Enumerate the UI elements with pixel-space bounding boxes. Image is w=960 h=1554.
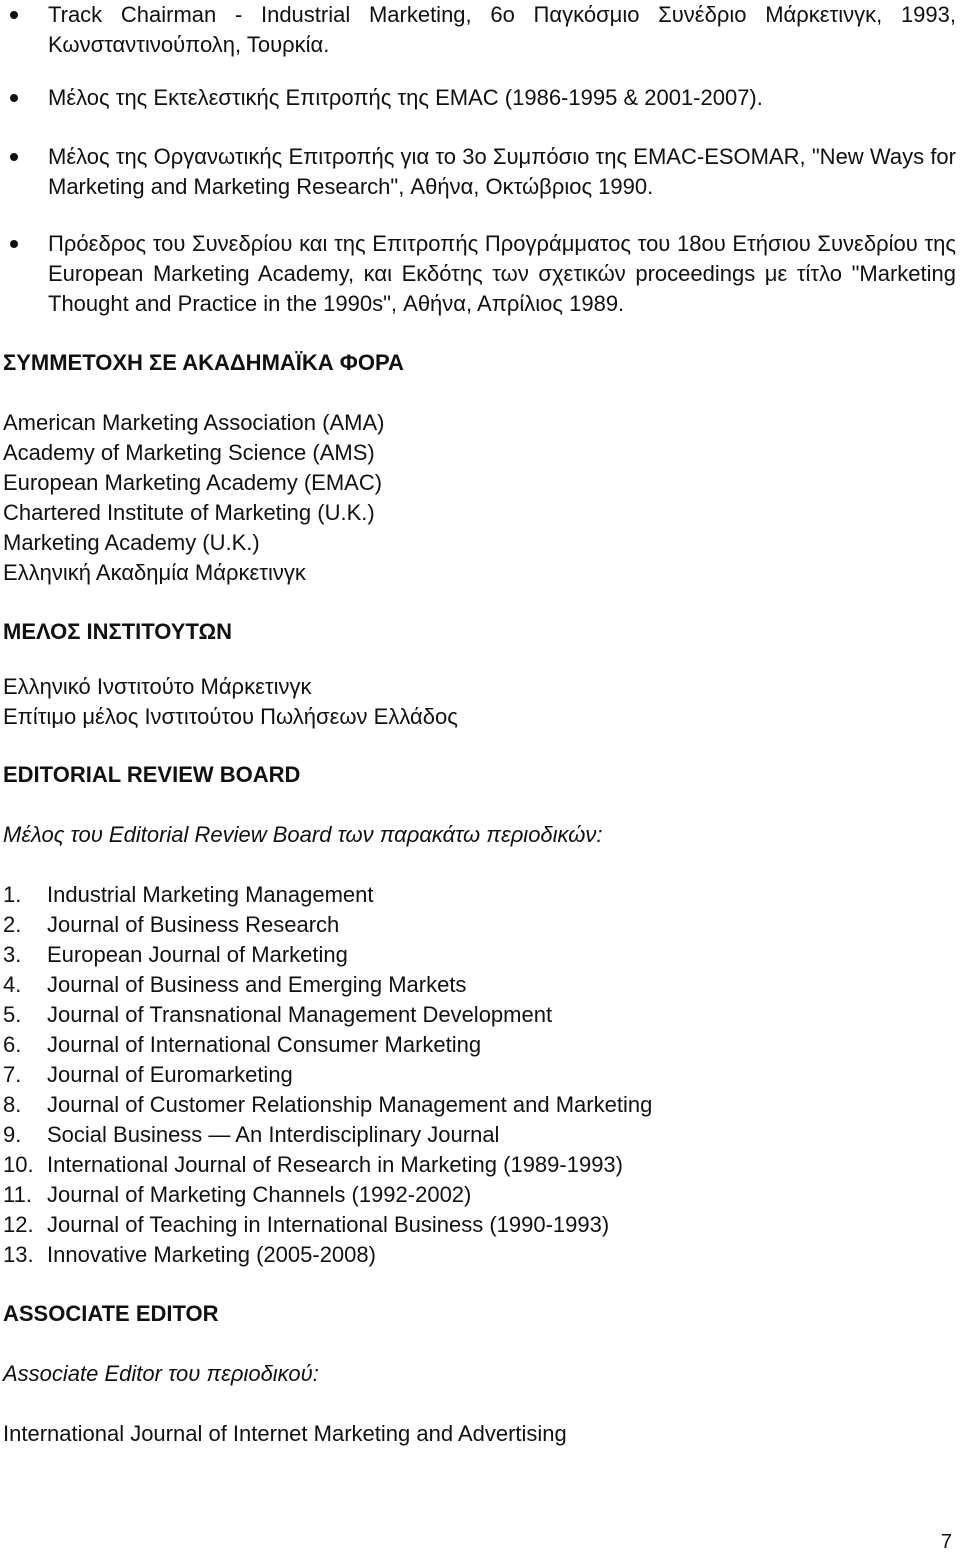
- journal-list-item: [3, 1030, 652, 1060]
- journal-number: 7.: [3, 1062, 22, 1087]
- journal-list-item: [3, 1210, 652, 1240]
- journal-list-item: [3, 880, 652, 910]
- bullet-item: Μέλος της Εκτελεστικής Επιτροπής της EMAC (1986-1995 & 2001-2007).: [48, 83, 956, 113]
- journal-list-item: [3, 970, 652, 1000]
- journal-title: Journal of Transnational Management Development: [47, 1002, 553, 1027]
- journal-title: Journal of Marketing Channels (1992-2002): [47, 1182, 472, 1207]
- academic-forums-heading: ΣΥΜΜΕΤΟΧΗ ΣΕ ΑΚΑΔΗΜΑΪΚΑ ΦΟΡΑ: [3, 350, 404, 375]
- journal-title: Journal of Business Research: [47, 912, 340, 937]
- journal-number: 6.: [3, 1032, 22, 1057]
- journal-title: Innovative Marketing (2005-2008): [47, 1242, 376, 1267]
- associate-editor-intro: Associate Editor του περιοδικού:: [3, 1361, 319, 1386]
- journal-title: Journal of Euromarketing: [47, 1062, 293, 1087]
- journal-title: European Journal of Marketing: [47, 942, 348, 967]
- editorial-board-heading: EDITORIAL REVIEW BOARD: [3, 762, 301, 787]
- academic-item: American Marketing Association (AMA): [3, 410, 385, 435]
- journal-number: 10.: [3, 1152, 34, 1177]
- bullet-item: Track Chairman - Industrial Marketing, 6ο Παγκόσμιο Συνέδριο Μάρκετινγκ, 1993, Κωνσταντινούπολη, Τουρκία.: [48, 0, 956, 60]
- journal-list-item: [3, 1120, 652, 1150]
- journal-title: Social Business — An Interdisciplinary Journal: [47, 1122, 500, 1147]
- journal-title: Journal of International Consumer Marketing: [47, 1032, 482, 1057]
- journal-number: 4.: [3, 972, 22, 997]
- journal-list-item: [3, 940, 652, 970]
- journal-number: 1.: [3, 882, 22, 907]
- journal-number: 3.: [3, 942, 22, 967]
- journal-number: 12.: [3, 1212, 34, 1237]
- journal-number: 5.: [3, 1002, 22, 1027]
- journal-number: 11.: [3, 1182, 32, 1207]
- journal-number: 2.: [3, 912, 22, 937]
- institutes-heading: ΜΕΛΟΣ ΙΝΣΤΙΤΟΥΤΩΝ: [3, 619, 233, 644]
- bullet-item: Μέλος της Οργανωτικής Επιτροπής για το 3ο Συμπόσιο της EMAC-ESOMAR, "New Ways for Marketing and Marketing Research", Αθήνα, Οκτώβριος 1990.: [48, 142, 956, 202]
- academic-item: Chartered Institute of Marketing (U.K.): [3, 500, 375, 525]
- academic-item: Ελληνική Ακαδημία Μάρκετινγκ: [3, 560, 306, 585]
- journal-list-item: [3, 1000, 652, 1030]
- journal-list-item: [3, 1150, 652, 1180]
- journal-list-item: [3, 1090, 652, 1120]
- institute-item: Επίτιμο μέλος Ινστιτούτου Πωλήσεων Ελλάδος: [3, 704, 458, 729]
- bullet-item: Πρόεδρος του Συνεδρίου και της Επιτροπής Προγράμματος του 18ου Ετήσιου Συνεδρίου της European Marketing Academy, και Εκδότης των σχετικών proceedings με τίτλο "Marketing Thought and Practice in the 1990s", Αθήνα, Απρίλιος 1989.: [48, 229, 956, 319]
- journal-list-item: [3, 1240, 652, 1270]
- academic-item: European Marketing Academy (EMAC): [3, 470, 383, 495]
- academic-item: Academy of Marketing Science (AMS): [3, 440, 375, 465]
- journal-number: 13.: [3, 1242, 34, 1267]
- journal-number: 9.: [3, 1122, 22, 1147]
- journal-title: International Journal of Research in Marketing (1989-1993): [47, 1152, 623, 1177]
- institute-item: Ελληνικό Ινστιτούτο Μάρκετινγκ: [3, 674, 312, 699]
- editorial-board-intro: Μέλος του Editorial Review Board των παρακάτω περιοδικών:: [3, 822, 603, 847]
- journal-title: Journal of Business and Emerging Markets: [47, 972, 467, 997]
- page-number: 7: [940, 1531, 952, 1553]
- academic-item: Marketing Academy (U.K.): [3, 530, 260, 555]
- associate-editor-heading: ASSOCIATE EDITOR: [3, 1301, 219, 1326]
- journal-title: Journal of Customer Relationship Management and Marketing: [47, 1092, 653, 1117]
- journal-number: 8.: [3, 1092, 22, 1117]
- associate-editor-journal: International Journal of Internet Marketing and Advertising: [3, 1421, 567, 1446]
- journal-list-item: [3, 910, 652, 940]
- journal-title: Journal of Teaching in International Business (1990-1993): [47, 1212, 610, 1237]
- journal-list-item: [3, 1060, 652, 1090]
- journal-list-item: [3, 1180, 652, 1210]
- journal-list: [3, 880, 652, 1270]
- journal-title: Industrial Marketing Management: [47, 882, 374, 907]
